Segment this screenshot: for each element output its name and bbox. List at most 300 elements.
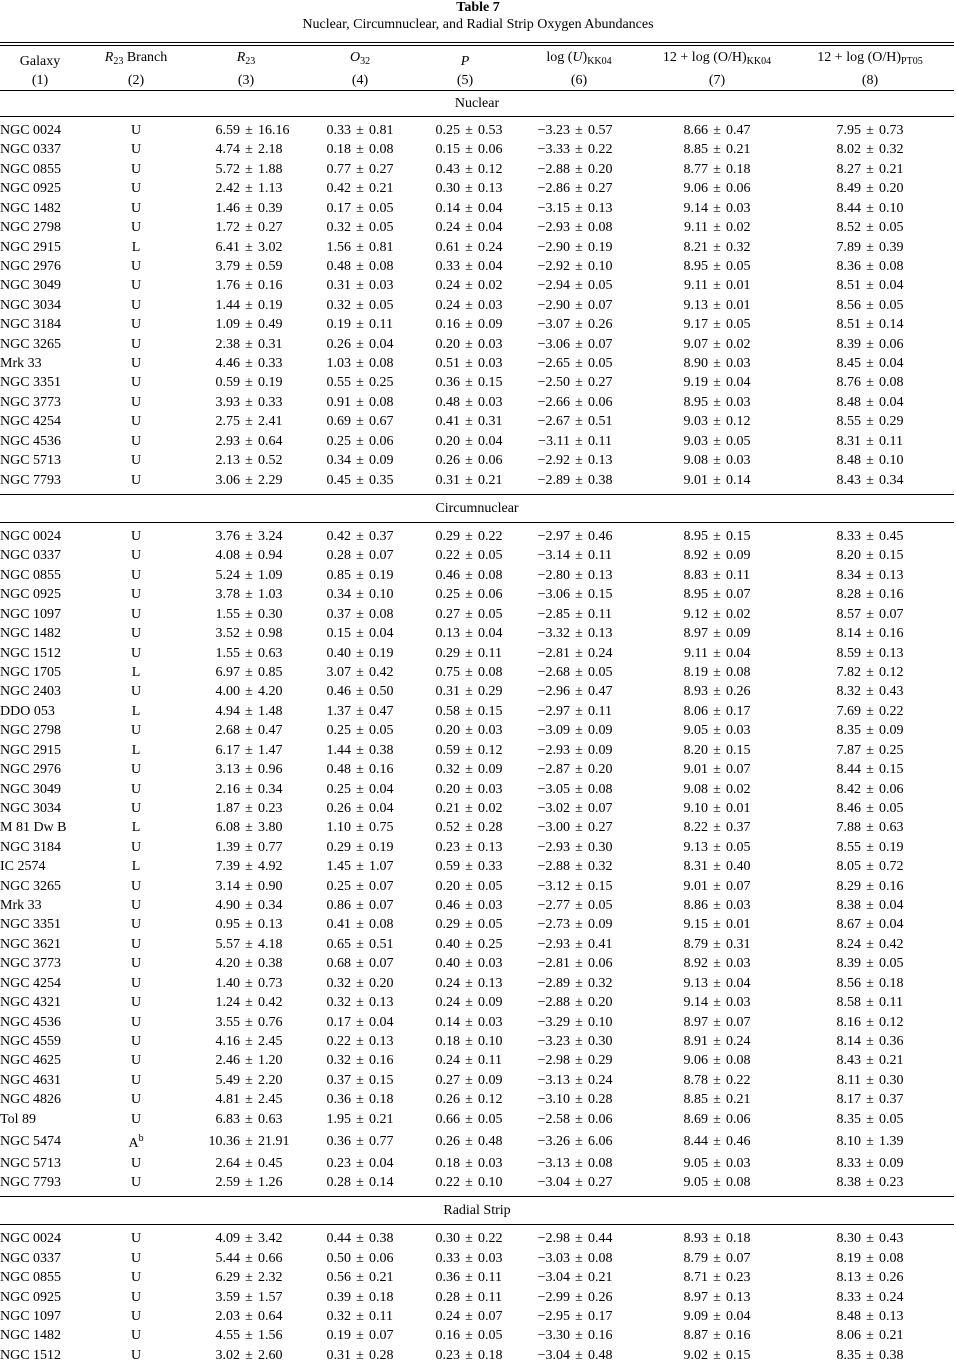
table-row [0,432,954,451]
table-row [0,1090,954,1109]
error: 0.09 [726,624,766,643]
error: 0.12 [478,1090,518,1109]
value: 0.24 [420,1051,460,1070]
error: 0.85 [258,663,306,682]
o32-cell [300,1090,420,1109]
logu-cell [510,915,648,934]
error: 0.63 [258,644,306,663]
error: 0.07 [369,546,409,565]
error: 0.45 [258,1154,306,1173]
error: 0.08 [726,663,766,682]
branch-cell: U [80,780,192,799]
error: 0.04 [369,1013,409,1032]
error: 16.16 [258,121,306,140]
value: 2.68 [192,721,240,740]
pt05-cell [786,160,954,179]
error: 0.21 [369,179,409,198]
plus-minus: ± [570,218,588,237]
r23-cell [192,663,300,682]
p-cell [420,471,510,490]
value: −2.90 [524,238,570,257]
error: 0.29 [478,682,518,701]
error: 0.14 [879,315,919,334]
plus-minus: ± [861,1132,879,1151]
o32-cell [300,160,420,179]
p-cell [420,179,510,198]
pt05-cell [786,935,954,954]
value: 9.03 [668,432,708,451]
error: 0.05 [478,1326,518,1345]
r23-cell [192,335,300,354]
error: 0.22 [478,1229,518,1248]
branch-cell: U [80,585,192,604]
error: 0.05 [478,1110,518,1129]
pt05-cell [786,373,954,392]
galaxy-name: NGC 1097 [0,1307,80,1326]
pt05-cell [786,1346,954,1365]
value: 7.89 [821,238,861,257]
value: 0.19 [311,315,351,334]
plus-minus: ± [861,1268,879,1287]
plus-minus: ± [460,160,478,179]
plus-minus: ± [861,818,879,837]
error: 0.02 [726,335,766,354]
r23-cell [192,432,300,451]
table-row [0,1307,954,1326]
o32-cell [300,1032,420,1051]
value: 0.32 [311,1051,351,1070]
error: 0.19 [258,373,306,392]
error: 0.32 [588,857,634,876]
value: 3.79 [192,257,240,276]
value: 9.11 [668,218,708,237]
value: 1.09 [192,315,240,334]
error: 0.03 [726,199,766,218]
plus-minus: ± [861,1090,879,1109]
error: 0.32 [588,974,634,993]
error: 0.10 [879,199,919,218]
plus-minus: ± [570,702,588,721]
error: 0.20 [588,160,634,179]
table-row [0,663,954,682]
table-row [0,121,954,140]
error: 3.80 [258,818,306,837]
branch-cell: U [80,218,192,237]
plus-minus: ± [708,412,726,431]
value: 8.67 [821,915,861,934]
plus-minus: ± [240,1346,258,1365]
error: 0.02 [726,605,766,624]
error: 0.43 [879,682,919,701]
plus-minus: ± [861,179,879,198]
logu-cell [510,1032,648,1051]
kk04-cell [648,877,786,896]
plus-minus: ± [861,799,879,818]
branch-cell: U [80,393,192,412]
value: −2.95 [524,1307,570,1326]
plus-minus: ± [460,702,478,721]
plus-minus: ± [351,238,369,257]
plus-minus: ± [240,818,258,837]
plus-minus: ± [708,877,726,896]
o32-cell [300,451,420,470]
error: 0.13 [588,566,634,585]
logu-cell [510,296,648,315]
r23-cell [192,451,300,470]
kk04-cell [648,412,786,431]
plus-minus: ± [460,276,478,295]
plus-minus: ± [570,993,588,1012]
branch-cell: U [80,877,192,896]
plus-minus: ± [460,1013,478,1032]
plus-minus: ± [570,838,588,857]
logu-cell [510,760,648,779]
plus-minus: ± [708,1326,726,1345]
plus-minus: ± [240,546,258,565]
value: −3.12 [524,877,570,896]
r23-cell [192,644,300,663]
p-cell [420,644,510,663]
error: 1.56 [258,1326,306,1345]
value: 0.41 [311,915,351,934]
plus-minus: ± [351,218,369,237]
error: 0.21 [369,1110,409,1129]
value: 0.20 [420,780,460,799]
plus-minus: ± [708,1268,726,1287]
plus-minus: ± [570,974,588,993]
plus-minus: ± [861,585,879,604]
plus-minus: ± [570,432,588,451]
p-cell [420,954,510,973]
plus-minus: ± [708,527,726,546]
section-header [0,91,954,117]
table-row [0,624,954,643]
plus-minus: ± [570,1051,588,1070]
galaxy-name: NGC 3034 [0,799,80,818]
error: 0.10 [478,1173,518,1192]
value: 0.36 [311,1090,351,1109]
error: 0.09 [588,741,634,760]
error: 0.42 [369,663,409,682]
plus-minus: ± [570,296,588,315]
value: 0.28 [311,546,351,565]
section-header [0,495,954,523]
error: 0.09 [879,721,919,740]
plus-minus: ± [708,1071,726,1090]
p-cell [420,315,510,334]
plus-minus: ± [861,915,879,934]
error: 0.04 [879,915,919,934]
error: 0.04 [478,199,518,218]
logu-cell [510,663,648,682]
galaxy-name: NGC 2798 [0,218,80,237]
error: 0.26 [879,1268,919,1287]
p-cell [420,566,510,585]
pt05-cell [786,412,954,431]
logu-cell [510,935,648,954]
error: 0.07 [588,335,634,354]
error: 0.10 [588,1013,634,1032]
top-rule-double [0,45,954,46]
error: 0.30 [258,605,306,624]
error: 0.20 [588,760,634,779]
logu-cell [510,1110,648,1129]
logu-cell [510,140,648,159]
table-row [0,471,954,490]
value: 1.46 [192,199,240,218]
plus-minus: ± [708,838,726,857]
branch-cell: L [80,702,192,721]
value: 8.33 [821,527,861,546]
value: 0.23 [420,1346,460,1365]
plus-minus: ± [460,1154,478,1173]
value: 8.85 [668,1090,708,1109]
kk04-cell [648,1032,786,1051]
value: 9.11 [668,276,708,295]
branch-cell: U [80,432,192,451]
error: 0.07 [726,585,766,604]
r23-cell [192,799,300,818]
value: 8.31 [668,857,708,876]
value: 0.28 [311,1173,351,1192]
plus-minus: ± [570,257,588,276]
error: 0.73 [879,121,919,140]
error: 0.04 [879,393,919,412]
value: 0.36 [420,1268,460,1287]
plus-minus: ± [460,915,478,934]
p-cell [420,1268,510,1287]
table-row [0,1229,954,1248]
plus-minus: ± [351,721,369,740]
value: 8.31 [821,432,861,451]
error: 0.38 [258,954,306,973]
error: 0.04 [478,432,518,451]
p-cell [420,1090,510,1109]
plus-minus: ± [570,857,588,876]
value: 7.95 [821,121,861,140]
p-cell [420,296,510,315]
value: 5.72 [192,160,240,179]
plus-minus: ± [240,605,258,624]
logu-cell [510,1268,648,1287]
o32-cell [300,605,420,624]
table-row [0,605,954,624]
section-title: Radial Strip [0,1197,954,1225]
plus-minus: ± [351,276,369,295]
plus-minus: ± [460,1110,478,1129]
plus-minus: ± [570,471,588,490]
error: 0.24 [726,1032,766,1051]
o32-cell [300,335,420,354]
value: 0.28 [420,1288,460,1307]
plus-minus: ± [240,1032,258,1051]
value: 0.45 [311,471,351,490]
plus-minus: ± [570,566,588,585]
plus-minus: ± [570,140,588,159]
r23-cell [192,315,300,334]
plus-minus: ± [240,160,258,179]
plus-minus: ± [861,566,879,585]
pt05-cell [786,1288,954,1307]
galaxy-name: Mrk 33 [0,354,80,373]
pt05-cell [786,218,954,237]
error: 0.09 [478,760,518,779]
p-cell [420,354,510,373]
table-row [0,1173,954,1192]
error: 0.20 [588,993,634,1012]
error: 0.21 [369,1268,409,1287]
error: 0.05 [478,605,518,624]
o32-cell [300,624,420,643]
plus-minus: ± [708,238,726,257]
p-cell [420,412,510,431]
plus-minus: ± [240,218,258,237]
plus-minus: ± [708,1154,726,1173]
o32-cell [300,1346,420,1365]
error: 0.04 [478,257,518,276]
p-cell [420,546,510,565]
plus-minus: ± [570,896,588,915]
error: 0.03 [478,1013,518,1032]
error: 0.21 [726,1090,766,1109]
value: 0.50 [311,1249,351,1268]
value: 8.42 [821,780,861,799]
value: 7.87 [821,741,861,760]
value: 4.00 [192,682,240,701]
value: 0.36 [420,373,460,392]
error: 0.59 [258,257,306,276]
value: 1.40 [192,974,240,993]
plus-minus: ± [708,1249,726,1268]
value: 0.46 [311,682,351,701]
plus-minus: ± [240,179,258,198]
logu-cell [510,315,648,334]
value: 0.22 [311,1032,351,1051]
plus-minus: ± [240,296,258,315]
error: 0.64 [258,432,306,451]
plus-minus: ± [861,954,879,973]
plus-minus: ± [351,1229,369,1248]
error: 4.92 [258,857,306,876]
logu-cell [510,702,648,721]
plus-minus: ± [861,780,879,799]
p-cell [420,721,510,740]
kk04-cell [648,160,786,179]
error: 0.09 [478,315,518,334]
r23-cell [192,741,300,760]
error: 0.24 [588,1071,634,1090]
branch-cell: U [80,1154,192,1173]
error: 0.04 [369,1154,409,1173]
p-cell [420,1154,510,1173]
error: 0.15 [478,373,518,392]
p-cell [420,935,510,954]
value: 8.69 [668,1110,708,1129]
branch-cell: U [80,1288,192,1307]
error: 0.11 [879,993,919,1012]
plus-minus: ± [240,1249,258,1268]
error: 0.09 [369,451,409,470]
kk04-cell [648,760,786,779]
pt05-cell [786,1307,954,1326]
error: 0.48 [478,1132,518,1151]
value: 6.97 [192,663,240,682]
r23-cell [192,373,300,392]
value: 5.24 [192,566,240,585]
o32-cell [300,373,420,392]
plus-minus: ± [240,471,258,490]
plus-minus: ± [861,702,879,721]
section-title: Nuclear [0,91,954,117]
error: 0.24 [879,1288,919,1307]
value: −2.93 [524,741,570,760]
table-row [0,1268,954,1287]
pt05-cell [786,721,954,740]
error: 0.33 [258,354,306,373]
value: 2.46 [192,1051,240,1070]
value: −3.04 [524,1173,570,1192]
logu-cell [510,218,648,237]
error: 0.05 [879,296,919,315]
value: 0.13 [420,624,460,643]
value: 1.44 [311,741,351,760]
galaxy-name: DDO 053 [0,702,80,721]
col-number: (4) [300,71,420,91]
value: 0.34 [311,451,351,470]
pt05-cell [786,915,954,934]
plus-minus: ± [708,741,726,760]
plus-minus: ± [570,760,588,779]
plus-minus: ± [861,741,879,760]
value: 8.92 [668,954,708,973]
value: 8.39 [821,954,861,973]
error: 0.04 [726,373,766,392]
error: 0.12 [879,663,919,682]
galaxy-name: NGC 1512 [0,644,80,663]
plus-minus: ± [861,721,879,740]
error: 0.04 [726,1307,766,1326]
section-title: Circumnuclear [0,495,954,523]
plus-minus: ± [708,432,726,451]
plus-minus: ± [460,335,478,354]
error: 0.21 [879,1326,919,1345]
plus-minus: ± [351,412,369,431]
error: 0.20 [369,974,409,993]
plus-minus: ± [351,199,369,218]
plus-minus: ± [351,296,369,315]
error: 1.13 [258,179,306,198]
error: 2.18 [258,140,306,159]
value: 0.58 [420,702,460,721]
galaxy-name: NGC 2403 [0,682,80,701]
error: 0.13 [258,915,306,934]
kk04-cell [648,121,786,140]
kk04-cell [648,471,786,490]
r23-cell [192,857,300,876]
pt05-cell [786,605,954,624]
value: 9.15 [668,915,708,934]
galaxy-name: NGC 0855 [0,566,80,585]
r23-cell [192,1129,300,1153]
kk04-cell [648,896,786,915]
galaxy-name: NGC 3184 [0,315,80,334]
value: 0.59 [192,373,240,392]
value: 0.59 [420,741,460,760]
value: 8.51 [821,276,861,295]
value: 3.93 [192,393,240,412]
logu-cell [510,1129,648,1153]
value: 1.76 [192,276,240,295]
